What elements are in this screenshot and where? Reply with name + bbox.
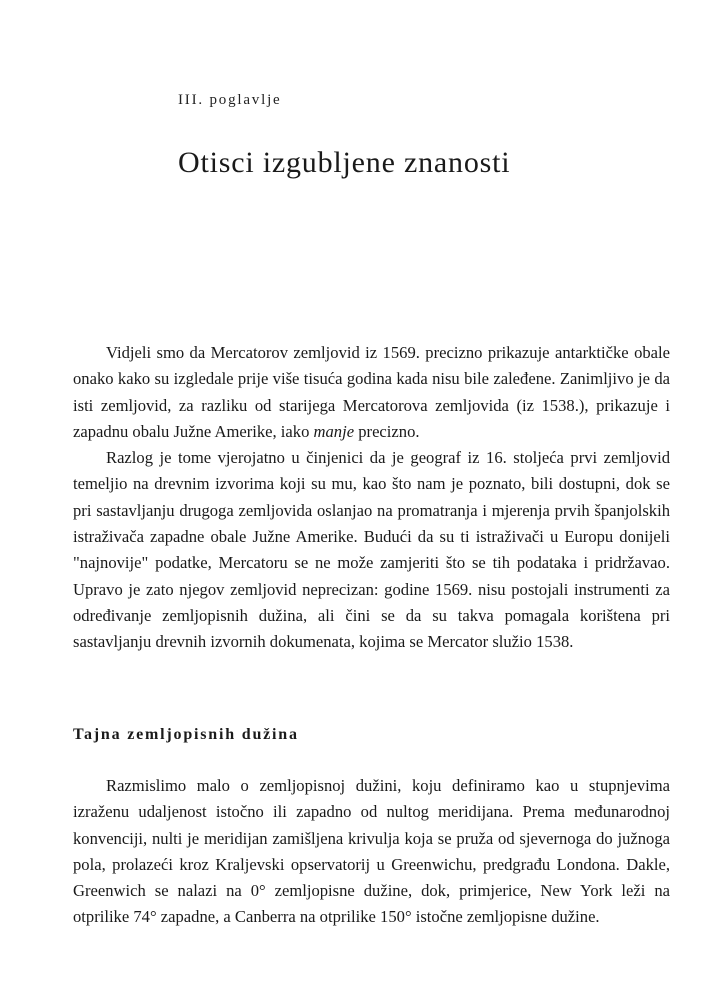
paragraph-1-text-a: Vidjeli smo da Mercatorov zemljovid iz 1569. precizno prikazuje antarktičke obale onako kako su izgledale prije više tisuća godina kada nisu bile zaleđene. Zanimljivo je da isti zemljovid, za razliku od starijega Mercatorova zemljovida (iz 1538.), prikazuje i zapadnu obalu Južne Amerike, iako: [73, 343, 670, 441]
section-heading: Tajna zemljopisnih dužina: [73, 726, 299, 743]
paragraph-2: Razlog je tome vjerojatno u činjenici da je geograf iz 16. stoljeća prvi zemljovid temeljio na drevnim izvorima koji su mu, kao što nam je poznato, bili dostupni, dok se pri sastavljanju drugoga zemljovida oslanjao na promatranja i mjerenja prvih španjolskih istraživača zapadne obale Južne Amerike. Budući da su ti istraživači u Europu donijeli "najnovije" podatke, Mercatoru se ne može zamjeriti što se tih podataka i pridržavao. Upravo je zato njegov zemljovid neprecizan: godine 1569. nisu postojali instrumenti za određivanje zemljopisnih dužina, ali čini se da su takva pomagala korištena pri sastavljanju drevnih izvornih dokumenata, kojima se Mercator služio 1538.: [73, 448, 670, 652]
paragraph-1: [73, 340, 670, 445]
paragraph-1-text-b: precizno.: [354, 421, 420, 441]
paragraph-3: Razmislimo malo o zemljopisnoj dužini, koju definiramo kao u stupnjevima izraženu udaljenost istočno ili zapadno od nultog meridijana. Prema međunarodnoj konvenciji, nulti je meridijan zamišljena krivulja koja se pruža od sjevernoga do južnoga pola, prolazeći kroz Kraljevski opservatorij u Greenwichu, predgrađu Londona. Dakle, Greenwich se nalazi na 0° zemljopisne dužine, dok, primjerice, New York leži na otprilike 74° zapadne, a Canberra na otprilike 150° istočne zemljopisne dužine.: [73, 776, 670, 927]
section-2-body: [73, 773, 670, 931]
chapter-label: III. poglavlje: [178, 92, 282, 108]
chapter-title: Otisci izgubljene znanosti: [178, 146, 511, 179]
section-1-body: [73, 340, 670, 656]
emphasis-manje: manje: [313, 421, 355, 441]
